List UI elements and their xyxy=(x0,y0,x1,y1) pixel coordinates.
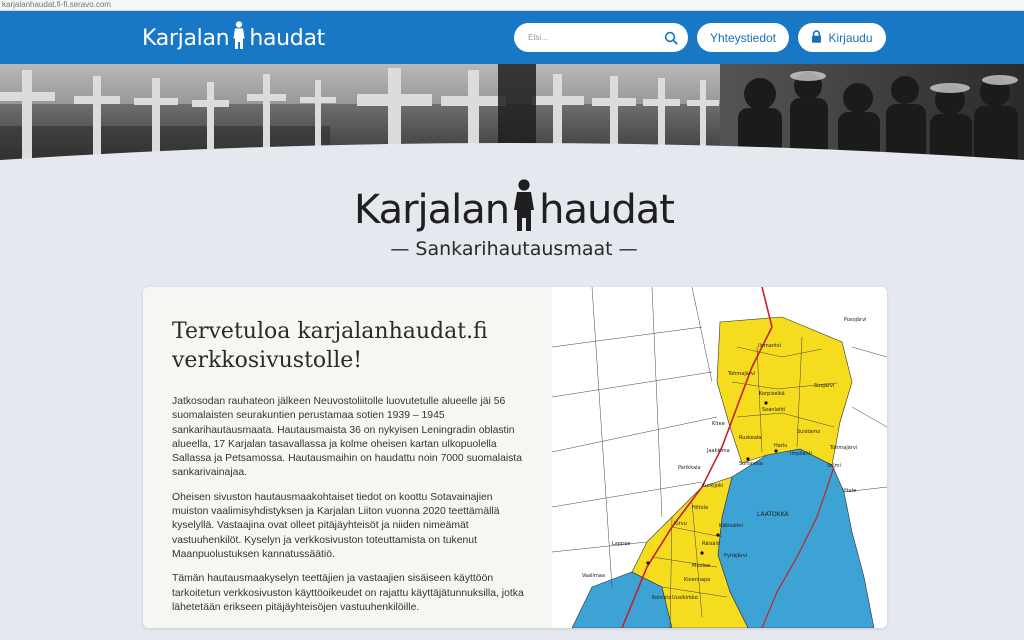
karelia-map xyxy=(552,287,887,628)
map-label: Kitee xyxy=(712,421,725,427)
map-label: Tohmajärvi xyxy=(728,371,756,377)
login-label: Kirjaudu xyxy=(828,30,873,45)
map-label: Vitele xyxy=(842,488,857,494)
map-label: Uusikirkko xyxy=(672,595,698,601)
map-label: Pyhäjärvi xyxy=(724,553,748,559)
map-label: Harlu xyxy=(774,443,788,449)
site-logo[interactable] xyxy=(142,21,325,55)
map-label: Korpiselkä xyxy=(759,391,785,397)
logo-text-right: haudat xyxy=(249,25,325,51)
soldier-icon xyxy=(232,21,246,55)
map-label: Ruskeala xyxy=(739,435,762,441)
map-label: Sortavala xyxy=(739,461,763,467)
map-label: Kivennapa xyxy=(684,577,711,583)
map-label: Suojärvi xyxy=(814,383,835,389)
search-input[interactable] xyxy=(528,33,664,42)
logo-text-left: Karjalan xyxy=(142,25,230,51)
map-label: Koivisto xyxy=(652,595,672,601)
intro-title: Tervetuloa karjalanhaudat.fi verkkosivustolle! xyxy=(172,319,488,373)
hero-image xyxy=(0,64,1024,172)
map-label: Impilahti xyxy=(790,451,812,457)
contact-label: Yhteystiedot xyxy=(709,30,777,45)
map-label: Muolaa xyxy=(692,563,711,569)
intro-text xyxy=(143,287,552,628)
login-button[interactable] xyxy=(798,23,886,52)
contact-button[interactable] xyxy=(697,23,789,52)
map-label: Soanlahti xyxy=(762,407,786,413)
top-navigation xyxy=(0,11,1024,64)
lock-icon xyxy=(811,30,822,46)
map-label: Jaakkima xyxy=(707,448,730,454)
banner-title-right: haudat xyxy=(539,187,674,233)
map-label: Posojärvi xyxy=(844,317,867,323)
map-label: Räisälä xyxy=(702,541,720,547)
intro-paragraph: Tämän hautausmaakyselyn teettäjien ja vastaajien sisäiseen käyttöön tarkoitetun verkkosivuston käyttöoikeudet on rajattu käyttäjätunnuksilla, jotka lähetetään erikseen pitäjäyhteisöjen vastuuhenkilöille. xyxy=(172,573,524,613)
map-label: Parikkala xyxy=(678,465,701,471)
map-label: Ilomantsi xyxy=(758,343,781,349)
map-label: Käkisalmi xyxy=(719,523,743,529)
intro-paragraph: Jatkosodan rauhateon jälkeen Neuvostoliitolle luovutetulle alueelle jäi 56 suomalaisten seurakuntien perustamaa sotien 1939 – 1945 sankarihautausmaata. Hautausmaista 36 on nykyisen Leningradin oblastin alueella, 17 Karjalan tasavallassa ja kolme oheisen kartan ulkopuolella Sallassa ja Petsamossa. Hautausmaihin on haudattu noin 7000 suomalaista sankarivainajaa. xyxy=(172,396,523,479)
map-label: Hiitola xyxy=(692,505,709,511)
search-box xyxy=(514,23,688,52)
soldier-icon xyxy=(513,179,535,241)
map-label: Suistamo xyxy=(797,429,821,435)
map-label: Kurkijoki xyxy=(702,483,724,489)
map-label: Vaalimaa xyxy=(582,573,605,579)
search-icon[interactable] xyxy=(664,31,678,45)
map-label: Tohmajärvi xyxy=(830,445,858,451)
map-label: LAATOKKA xyxy=(757,511,789,518)
map-label: Kirvu xyxy=(674,521,687,527)
intro-card xyxy=(143,287,887,628)
banner-title-left: Karjalan xyxy=(354,187,510,233)
intro-paragraph: Oheisen sivuston hautausmaakohtaiset tiedot on koottu Sotavainajien muiston vaalimisyhdistyksen ja Karjalan Liiton vuonna 2020 teettämällä kyselyllä. Vastaajina ovat olleet pitäjäyhteisöt ja niiden nimeämät vastuuhenkilöt. Kyselyn ja verkkosivuston toteuttamista on tukenut Maanpuolustuksen kannatussäätiö. xyxy=(172,491,500,560)
browser-url[interactable]: karjalanhaudat.fi-fi.seravo.com xyxy=(0,0,1024,11)
map-label: Lappee xyxy=(612,541,631,547)
banner-logo xyxy=(328,180,700,270)
map-label: Salmi xyxy=(827,463,841,469)
banner-subtitle: — Sankarihautausmaat — xyxy=(390,238,638,260)
